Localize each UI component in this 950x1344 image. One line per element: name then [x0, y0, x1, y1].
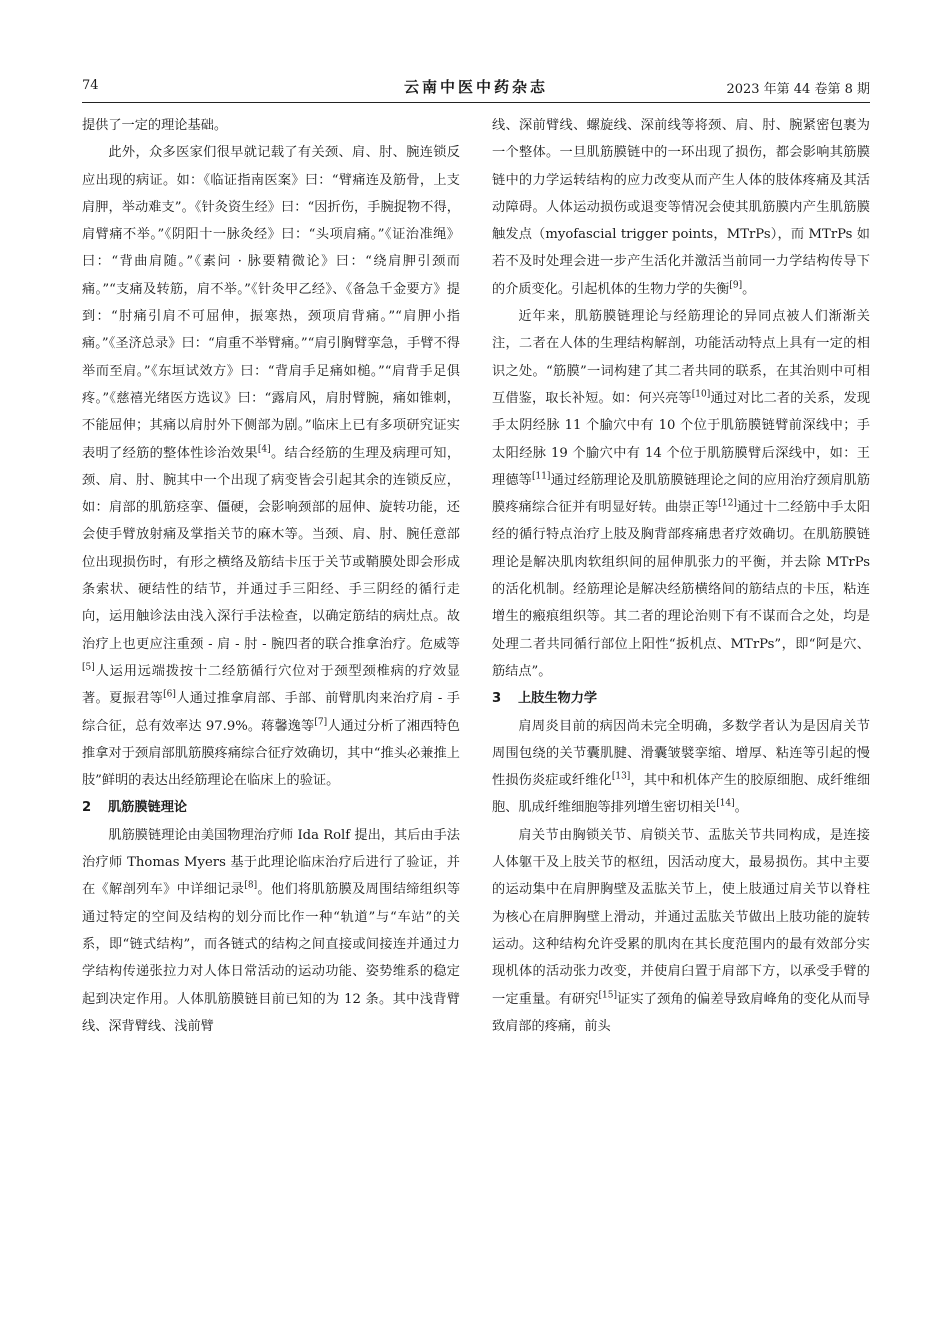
citation: [13]	[611, 771, 631, 782]
section-number: 2	[82, 800, 92, 816]
citation: [9]	[729, 280, 743, 291]
paragraph	[492, 822, 870, 1040]
citation: [8]	[244, 880, 258, 891]
citation: [7]	[314, 717, 328, 728]
citation: [12]	[718, 498, 737, 509]
text: 人通过分析了湘西特色推拿对于颈肩部肌筋膜疼痛综合征疗效确切，其中“推头必兼推上肢”鲜明的表达出经筋理论在临床上的验证。	[82, 718, 460, 789]
citation: [14]	[716, 799, 735, 810]
text: 此外，众多医家们很早就记载了有关颈、肩、肘、腕连锁反应出现的病证。如：《临证指南医案》曰：“臂痛连及筋骨，上支肩胛，举动难支”。《针灸资生经》曰：“因折伤，手腕捉物不得，肩臂痛不举。”《阴阳十一脉灸经》曰：“头项肩痛。”《证治准绳》曰：“背曲肩随。”《素问 · 脉要精微论》曰：“绕肩胛引颈而痛。”“支痛及转筋，肩不举。”《针灸甲乙经》、《备急千金要方》提到：“肘痛引肩不可屈伸，振寒热，颈项肩背痛。”“肩胛小指痛。”《圣济总录》曰：“肩重不举臂痛。”“肩引胸臂挛急，手臂不得举而至肩。”《东垣试效方》曰：“背肩手足痛如槌。”“肩背手足俱疼。”《慈禧光绪医方选议》曰：“露肩风，肩肘臂腕，痛如锥刺，不能屈伸；其痛以肩肘外下侧部为剧。”临床上已有多项研究证实表明了经筋的整体性诊治效果	[82, 145, 460, 461]
citation: [6]	[163, 689, 176, 700]
paragraph	[492, 303, 870, 685]
paragraph: 提供了一定的理论基础。	[82, 118, 228, 133]
text: 通过十二经筋中手太阳经的循行特点治疗上肢及胸背部疼痛患者疗效确切。在肌筋膜链理论是解决肌肉软组织间的屈伸肌张力的平衡，并去除 MTrPs 的活化机制。经筋理论是解决经筋横络间的筋结点的卡压，粘连增生的瘢痕组织等。其二者的理论治则下有不谋而合之处，均是处理二者共同循行部位上阳性“扳机点、MTrPs”，即“阿是穴、筋结点”。	[492, 500, 871, 679]
text: 近年来，肌筋膜链理论与经筋理论的异同点被人们渐渐关注，二者在人体的生理结构解剖，功能活动特点上具有一定的相识之处。“筋膜”一词构建了其二者共同的联系，在其治则中可相互借鉴，取长补短。如：何兴亮等	[492, 309, 870, 406]
page-number: 74	[82, 78, 99, 93]
text: 人运用远端拨按十二经筋循行穴位对于颈型颈椎病的疗效显著。夏振君等	[82, 663, 460, 707]
section-heading	[82, 794, 460, 821]
text: 肌筋膜链理论由美国物理治疗师 Ida Rolf 提出，其后由手法治疗师 Thomas Myers 基于此理论临床治疗后进行了验证，并在《解剖列车》中详细记录	[82, 827, 460, 898]
paragraph	[492, 112, 870, 303]
section-title: 肌筋膜链理论	[108, 800, 188, 816]
journal-title: 云南中医中药杂志	[403, 78, 548, 96]
section-number: 3	[492, 691, 502, 707]
page-header	[82, 76, 870, 103]
right-column	[492, 112, 870, 1040]
text: 。结合经筋的生理及病理可知，颈、肩、肘、腕其中一个出现了病变皆会引起其余的连锁反应，如：肩部的肌筋痉挛、僵硬，会影响颈部的屈伸、旋转功能，还会使手臂放射痛及掌指关节的麻木等。当颈、肩、肘、腕任意部位出现损伤时，有形之横络及筋结卡压于关节或鞘膜处即会形成条索状、硬结性的结节，并通过手三阳经、手三阴经的循行走向，运用触诊法由浅入深行手法检查，以确定筋结的病灶点。故治疗上也更应注重颈 - 肩 - 肘 - 腕四者的联合推拿治疗。危威等	[82, 445, 461, 652]
citation: [11]	[531, 471, 551, 482]
text: 。	[742, 281, 756, 297]
citation: [15]	[598, 990, 618, 1001]
paragraph	[82, 139, 460, 794]
text: 通过对比二者的关系，发现手太阴经脉 11 个腧穴中有 10 个位于肌筋膜链臂前深线中；手太阳经脉 19 个腧穴中有 14 个位于肌筋膜臂后深线中，如：王理德等	[492, 390, 871, 488]
citation: [4]	[257, 444, 271, 455]
section-heading	[492, 685, 870, 712]
issue-info: 2023 年第 44 卷第 8 期	[726, 82, 870, 97]
text: 人通过推拿肩部、手部、前臂肌肉来治疗肩 - 手综合征，总有效率达 97.9%。蒋馨逸等	[82, 691, 460, 734]
paragraph	[82, 822, 460, 1040]
text: 通过经筋理论及肌筋膜链理论之间的应用治疗颈肩肌筋膜疼痛综合征并有明显好转。曲崇正等	[492, 472, 871, 516]
paragraph	[492, 713, 870, 822]
section-title: 上肢生物力学	[518, 691, 598, 707]
text: 。他们将肌筋膜及周围结缔组织等通过特定的空间及结构的划分而比作一种“轨道”与“车站”的关系，即“链式结构”，而各链式的结构之间直接或间接连并通过力学结构传递张拉力对人体日常活动的运动功能、姿势维系的稳定起到决定作用。人体肌筋膜链目前已知的为 12 条。其中浅背臂线、深背臂线、浅前臂	[82, 882, 461, 1034]
text: 肩关节由胸锁关节、肩锁关节、盂肱关节共同构成，是连接人体躯干及上肢关节的枢纽，因活动度大，最易损伤。其中主要的运动集中在肩胛胸壁及盂肱关节上，使上肢通过肩关节以脊柱为核心在肩胛胸壁上滑动，并通过盂肱关节做出上肢功能的旋转运动。这种结构允许受累的肌肉在其长度范围内的最有效部分实现机体的活动张力改变，并使肩臼置于肩部下方，以承受手臂的一定重量。有研究	[492, 827, 870, 1007]
citation: [5]	[82, 662, 95, 673]
text: ，其中和机体产生的胶原细胞、成纤维细胞、肌成纤维细胞等排列增生密切相关	[492, 773, 871, 816]
left-column	[82, 112, 460, 1040]
citation: [10]	[691, 389, 711, 400]
text: 肩周炎目前的病因尚未完全明确，多数学者认为是因肩关节周围包绕的关节囊肌腱、滑囊皱襞挛缩、增厚、粘连等引起的慢性损伤炎症或纤维化	[492, 718, 870, 789]
text: 证实了颈角的偏差导致肩峰角的变化从而导致肩部的疼痛，前头	[492, 991, 871, 1034]
text: 线、深前臂线、螺旋线、深前线等将颈、肩、肘、腕紧密包裹为一个整体。一旦肌筋膜链中的一环出现了损伤，都会影响其筋膜链中的力学运转结构的应力改变从而产生人体的肢体疼痛及其活动障碍。人体运动损伤或退变等情况会使其肌筋膜内产生肌筋膜触发点（myofascial trigger points，MTrPs），而 MTrPs 如若不及时处理会进一步产生活化并激活当前同一力学结构传导下的介质变化。引起机体的生物力学的失衡	[492, 118, 870, 297]
text: 。	[734, 800, 748, 816]
